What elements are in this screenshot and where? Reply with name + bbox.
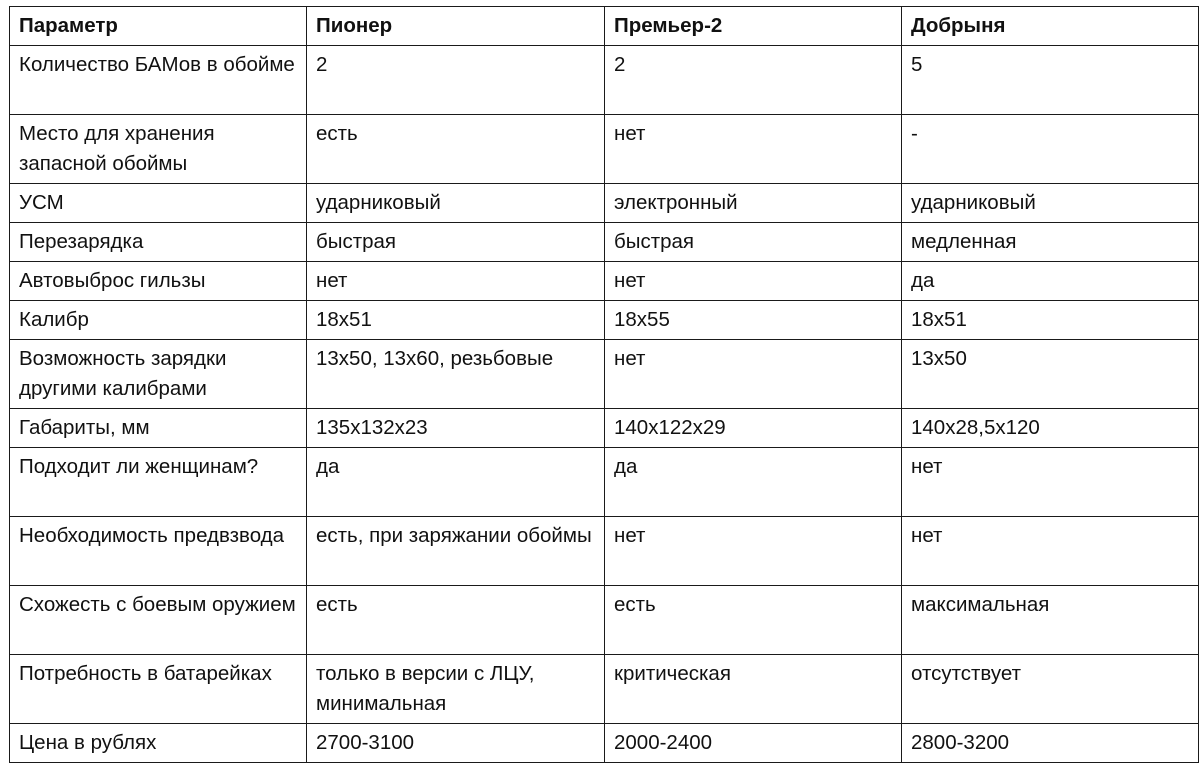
cell-pioneer: 13x50, 13x60, резьбовые [307, 340, 605, 409]
table-row [10, 655, 1199, 724]
table-row [10, 586, 1199, 655]
table-row [10, 46, 1199, 115]
table-header-row [10, 7, 1199, 46]
cell-premier-2: есть [605, 586, 902, 655]
row-label: Необходимость предвзвода [10, 517, 307, 586]
comparison-table [9, 6, 1199, 763]
cell-pioneer: ударниковый [307, 184, 605, 223]
header-premier-2: Премьер-2 [605, 7, 902, 46]
row-label: УСМ [10, 184, 307, 223]
cell-pioneer: есть [307, 586, 605, 655]
cell-premier-2: 2000-2400 [605, 724, 902, 763]
cell-pioneer: 18x51 [307, 301, 605, 340]
cell-pioneer: 2700-3100 [307, 724, 605, 763]
row-label: Цена в рублях [10, 724, 307, 763]
table-row [10, 409, 1199, 448]
cell-pioneer: 2 [307, 46, 605, 115]
cell-premier-2: 2 [605, 46, 902, 115]
comparison-table-wrapper [9, 6, 1199, 763]
cell-premier-2: электронный [605, 184, 902, 223]
cell-dobrynya: 2800-3200 [902, 724, 1199, 763]
row-label: Возможность зарядки другими калибрами [10, 340, 307, 409]
cell-dobrynya: нет [902, 517, 1199, 586]
cell-premier-2: да [605, 448, 902, 517]
cell-premier-2: нет [605, 115, 902, 184]
header-dobrynya: Добрыня [902, 7, 1199, 46]
cell-pioneer: 135x132x23 [307, 409, 605, 448]
cell-dobrynya: нет [902, 448, 1199, 517]
row-label: Количество БАМов в обойме [10, 46, 307, 115]
table-row [10, 448, 1199, 517]
row-label: Потребность в батарейках [10, 655, 307, 724]
cell-pioneer: да [307, 448, 605, 517]
table-row [10, 517, 1199, 586]
cell-premier-2: критическая [605, 655, 902, 724]
cell-dobrynya: 5 [902, 46, 1199, 115]
table-row [10, 115, 1199, 184]
cell-premier-2: нет [605, 262, 902, 301]
cell-dobrynya: 140x28,5x120 [902, 409, 1199, 448]
cell-premier-2: нет [605, 340, 902, 409]
table-row [10, 724, 1199, 763]
cell-pioneer: есть [307, 115, 605, 184]
table-row [10, 223, 1199, 262]
row-label: Перезарядка [10, 223, 307, 262]
table-row [10, 340, 1199, 409]
cell-dobrynya: медленная [902, 223, 1199, 262]
table-row [10, 301, 1199, 340]
cell-pioneer: есть, при заряжании обоймы [307, 517, 605, 586]
cell-dobrynya: максимальная [902, 586, 1199, 655]
row-label: Калибр [10, 301, 307, 340]
cell-premier-2: нет [605, 517, 902, 586]
cell-premier-2: быстрая [605, 223, 902, 262]
cell-dobrynya: 18x51 [902, 301, 1199, 340]
header-pioneer: Пионер [307, 7, 605, 46]
table-row [10, 262, 1199, 301]
header-parameter: Параметр [10, 7, 307, 46]
row-label: Габариты, мм [10, 409, 307, 448]
cell-dobrynya: ударниковый [902, 184, 1199, 223]
table-row [10, 184, 1199, 223]
row-label: Автовыброс гильзы [10, 262, 307, 301]
row-label: Место для хранения запасной обоймы [10, 115, 307, 184]
cell-dobrynya: 13x50 [902, 340, 1199, 409]
cell-dobrynya: отсутствует [902, 655, 1199, 724]
cell-premier-2: 18x55 [605, 301, 902, 340]
cell-dobrynya: - [902, 115, 1199, 184]
row-label: Схожесть с боевым оружием [10, 586, 307, 655]
cell-pioneer: быстрая [307, 223, 605, 262]
row-label: Подходит ли женщинам? [10, 448, 307, 517]
cell-pioneer: нет [307, 262, 605, 301]
cell-premier-2: 140x122x29 [605, 409, 902, 448]
cell-dobrynya: да [902, 262, 1199, 301]
cell-pioneer: только в версии с ЛЦУ, минимальная [307, 655, 605, 724]
